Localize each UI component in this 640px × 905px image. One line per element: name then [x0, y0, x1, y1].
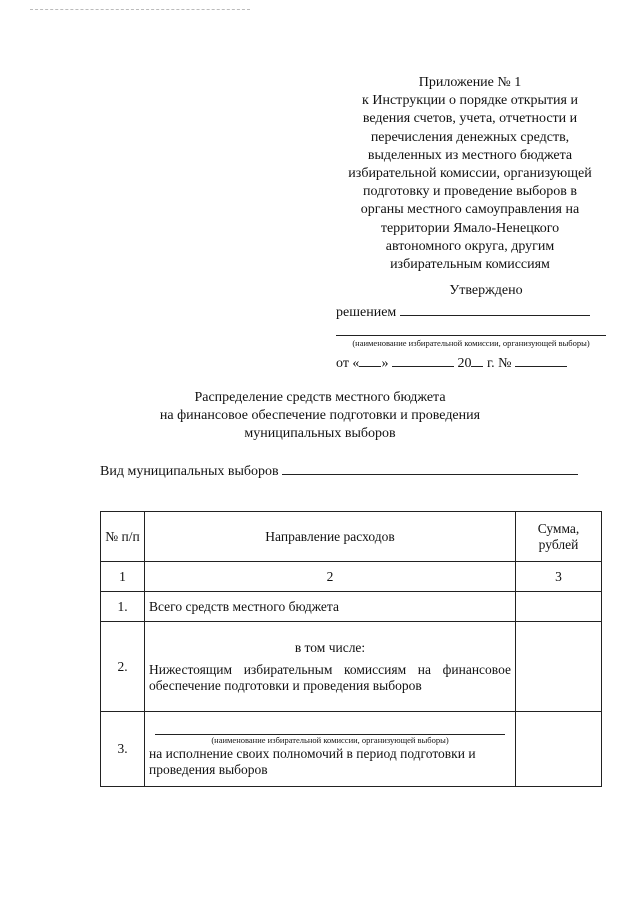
header-num: № п/п: [101, 512, 145, 562]
header-direction: Направление расходов: [145, 512, 516, 562]
month-field[interactable]: [392, 352, 454, 367]
title-line: муниципальных выборов: [244, 426, 396, 441]
row-text: на исполнение своих полномочий в период подготовки и проведения выборов: [149, 746, 476, 777]
row-number: 1.: [101, 592, 145, 622]
election-type-row: [100, 460, 600, 480]
appendix-line: выделенных из местного бюджета: [367, 147, 573, 163]
title-line: Распределение средств местного бюджета: [194, 390, 446, 405]
date-prefix: от «: [336, 356, 360, 371]
commission-name-field[interactable]: [336, 335, 606, 336]
election-type-field[interactable]: [282, 460, 578, 475]
year-prefix: 20: [457, 356, 472, 371]
row-sum-cell[interactable]: [516, 622, 602, 712]
date-row: [336, 352, 606, 372]
appendix-line: автономного округа, другим: [385, 238, 555, 254]
year-field[interactable]: [471, 352, 483, 367]
document-title: [90, 389, 550, 443]
row-text: Нижестоящим избирательным комиссиям на финансовое обеспечение подготовки и проведения выборов: [149, 661, 511, 693]
row-number: 2.: [101, 622, 145, 712]
row-number: 3.: [101, 712, 145, 787]
date-mid: »: [381, 356, 389, 371]
appendix-line: к Инструкции о порядке открытия и: [362, 93, 578, 109]
day-field[interactable]: [359, 352, 381, 367]
budget-table: [100, 511, 602, 787]
column-number: 2: [145, 562, 516, 592]
appendix-line: избирательным комиссиям: [390, 257, 550, 273]
row-text: Всего средств местного бюджета: [145, 592, 516, 622]
appendix-line: ведения счетов, учета, отчетности и: [362, 111, 578, 127]
election-type-label: Вид муниципальных выборов: [100, 464, 279, 479]
row-sum-cell[interactable]: [516, 592, 602, 622]
header-sum: Сумма, рублей: [516, 512, 602, 562]
row-caption: (наименование избирательной комиссии, организующей выборы): [211, 735, 449, 745]
table-header-row: [101, 512, 602, 562]
table-row: [101, 712, 602, 787]
appendix-line: территории Ямало-Ненецкого: [380, 220, 560, 236]
commission-name-field[interactable]: [155, 720, 505, 735]
row-content: [145, 712, 516, 787]
column-number-row: [101, 562, 602, 592]
row-intro: в том числе:: [294, 639, 366, 655]
number-field[interactable]: [515, 352, 567, 367]
appendix-line: органы местного самоуправления на: [360, 202, 580, 218]
row-sum-cell[interactable]: [516, 712, 602, 787]
decision-field[interactable]: [400, 301, 590, 316]
number-label: г. №: [486, 356, 512, 371]
appendix-header: [330, 74, 610, 274]
column-number: 1: [101, 562, 145, 592]
table-row: [101, 592, 602, 622]
title-line: на финансовое обеспечение подготовки и проведения: [159, 408, 481, 423]
scan-artifact-line: [30, 9, 250, 10]
appendix-line: избирательной комиссии, организующей: [348, 166, 592, 182]
appendix-line: подготовку и проведение выборов в: [362, 184, 577, 200]
decision-label: решением: [336, 305, 397, 320]
approval-title: Утверждено: [449, 283, 523, 298]
row-content: [145, 622, 516, 712]
table-row: [101, 622, 602, 712]
approval-block: [336, 283, 606, 372]
column-number: 3: [516, 562, 602, 592]
commission-name-caption: (наименование избирательной комиссии, организующей выборы): [352, 338, 590, 348]
appendix-line: перечисления денежных средств,: [370, 129, 570, 145]
decision-row: [336, 301, 606, 321]
appendix-line: Приложение № 1: [418, 75, 522, 90]
